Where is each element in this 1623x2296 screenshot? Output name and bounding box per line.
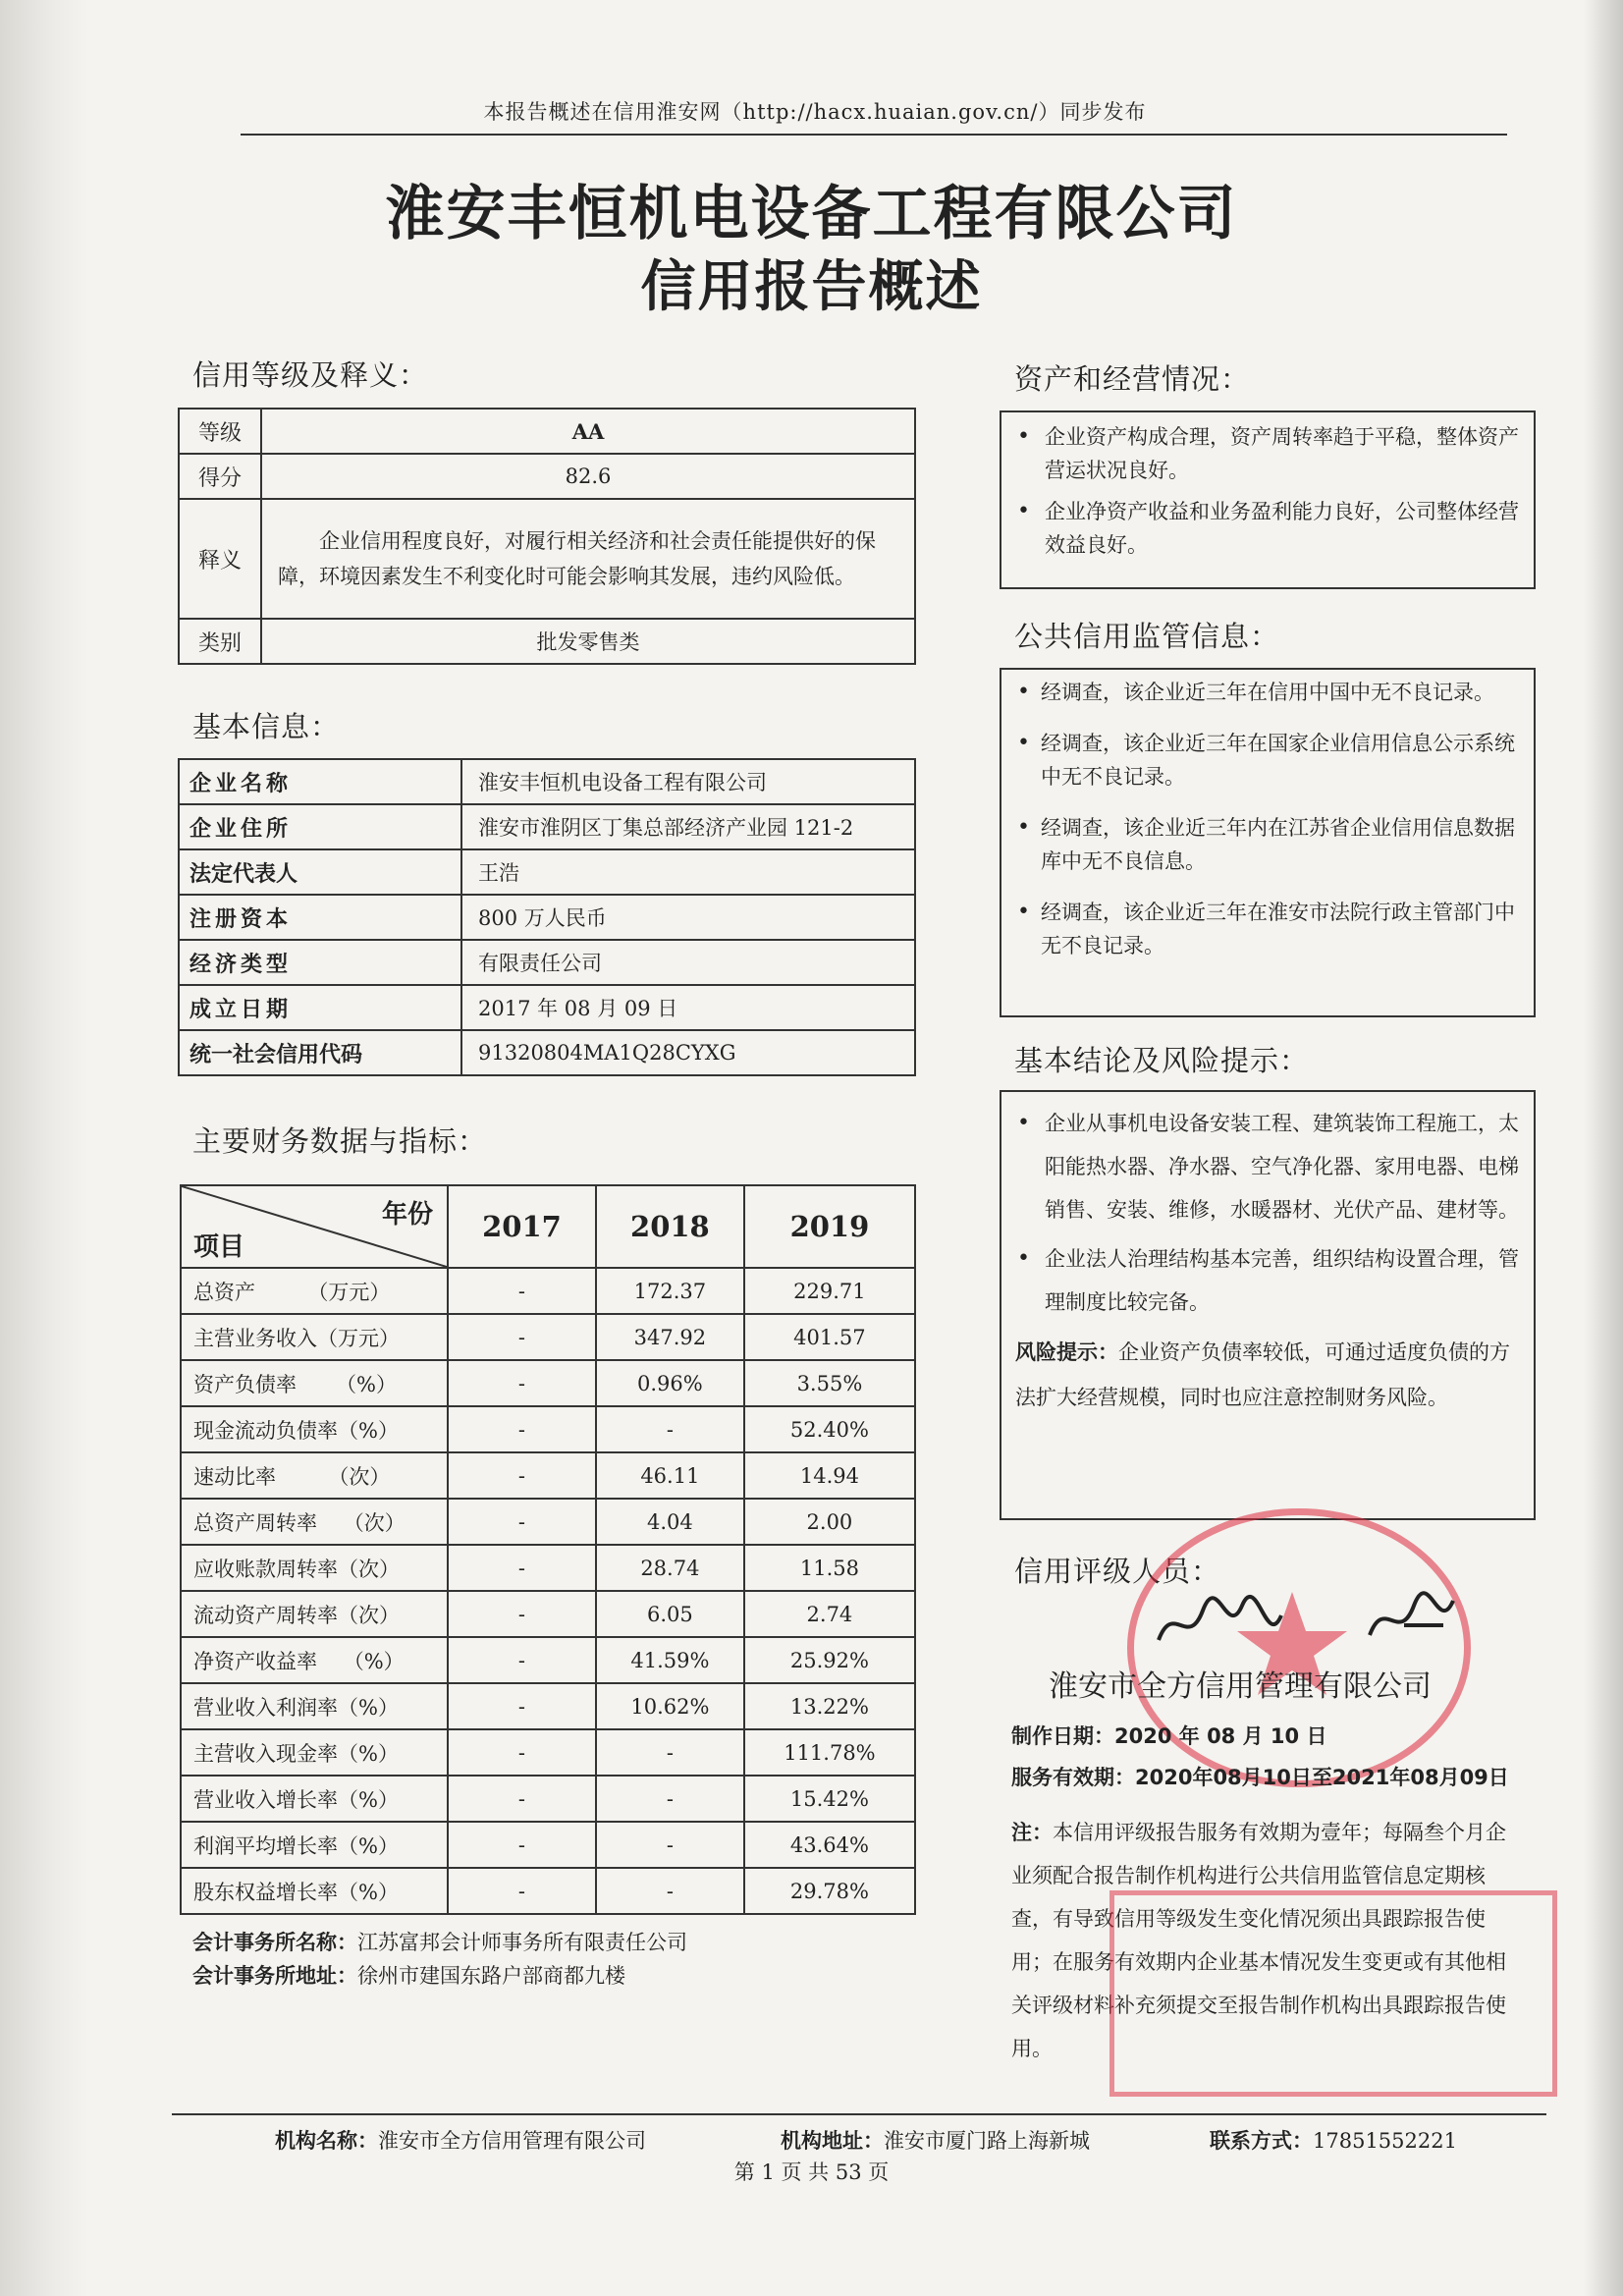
metric-label: 股东权益增长率（%）: [181, 1868, 448, 1914]
metric-label: 应收账款周转率（次）: [181, 1545, 448, 1591]
score-label: 得分: [179, 454, 261, 499]
metric-value-2018: -: [596, 1729, 744, 1776]
edge-shadow: [1584, 0, 1623, 2296]
metric-value-2019: 229.71: [744, 1268, 915, 1314]
rating-label: 等级: [179, 409, 261, 454]
metric-label: 净资产收益率 （%）: [181, 1637, 448, 1683]
footer-contact: [1210, 2125, 1457, 2155]
finance-table: [180, 1184, 916, 1915]
accounting-firm-name: [192, 1927, 687, 1956]
conclusion-box: [1000, 1090, 1536, 1520]
metric-value-2019: 14.94: [744, 1452, 915, 1499]
firm-name-label: 会计事务所名称：: [192, 1931, 357, 1954]
publication-note: 本报告概述在信用淮安网（http://hacx.huaian.gov.cn/）同步发布: [483, 100, 1147, 124]
metric-value-2018: 46.11: [596, 1452, 744, 1499]
conclusion-item: • 企业从事机电设备安装工程、建筑装饰工程施工，太阳能热水器、净水器、空气净化器、家用电器、电梯销售、安装、维修，水暖器材、光伏产品、建材等。: [1001, 1102, 1534, 1231]
metric-value-2019: 2.00: [744, 1499, 915, 1545]
risk-tip-text: 企业资产负债率较低，可通过适度负债的方法扩大经营规模，同时也应注意控制财务风险。: [1015, 1340, 1510, 1409]
table-row: [179, 499, 915, 619]
metric-value-2017: -: [448, 1591, 596, 1637]
metric-value-2019: 52.40%: [744, 1406, 915, 1452]
info-value: 有限责任公司: [461, 940, 915, 985]
table-row: [181, 1545, 915, 1591]
metric-value-2019: 3.55%: [744, 1360, 915, 1406]
footer-contact-value: 17851552221: [1313, 2129, 1457, 2153]
footer-org-label: 机构名称：: [275, 2129, 378, 2153]
metric-value-2017: -: [448, 1868, 596, 1914]
table-row: [181, 1499, 915, 1545]
rating-grade: AA: [261, 409, 915, 454]
note-text: 本信用评级报告服务有效期为壹年；每隔叁个月企业须配合报告制作机构进行公共信用监管信息定期核查，有导致信用等级发生变化情况须出具跟踪报告使用；在服务有效期内企业基本情况发生变更或有其他相关评级材料补充须提交至报告制作机构出具跟踪报告使用。: [1011, 1821, 1506, 2060]
metric-value-2017: -: [448, 1822, 596, 1868]
year-2018-header: 2018: [596, 1185, 744, 1268]
metric-value-2018: 0.96%: [596, 1360, 744, 1406]
metric-value-2018: 10.62%: [596, 1683, 744, 1729]
public-credit-item: • 经调查，该企业近三年在信用中国中无不良记录。: [1001, 676, 1534, 709]
accounting-firm-address: [192, 1960, 625, 1990]
metric-value-2019: 13.22%: [744, 1683, 915, 1729]
public-credit-item: • 经调查，该企业近三年内在江苏省企业信用信息数据库中无不良信息。: [1001, 811, 1534, 878]
risk-tip-label: 风险提示：: [1015, 1340, 1118, 1364]
basic-info-table: [178, 758, 916, 1076]
metric-value-2019: 11.58: [744, 1545, 915, 1591]
table-header-row: [181, 1185, 915, 1268]
diagonal-header-cell: [181, 1185, 448, 1268]
year-axis-label: 年份: [381, 1200, 433, 1230]
table-row: [181, 1822, 915, 1868]
metric-value-2019: 43.64%: [744, 1822, 915, 1868]
basic-info-heading: 基本信息：: [192, 710, 341, 743]
company-title: 淮安丰恒机电设备工程有限公司: [385, 180, 1238, 248]
definition-label: 释义: [179, 499, 261, 619]
rater-heading: 信用评级人员：: [1014, 1555, 1221, 1588]
table-row: [181, 1591, 915, 1637]
metric-label: 总资产 （万元）: [181, 1268, 448, 1314]
risk-tip: [1001, 1324, 1534, 1420]
metric-value-2018: 172.37: [596, 1268, 744, 1314]
metric-label: 总资产周转率 （次）: [181, 1499, 448, 1545]
metric-value-2017: -: [448, 1360, 596, 1406]
metric-value-2018: -: [596, 1406, 744, 1452]
footer-contact-label: 联系方式：: [1210, 2129, 1313, 2153]
table-row: [181, 1868, 915, 1914]
public-credit-heading: 公共信用监管信息：: [1014, 620, 1280, 653]
metric-label: 利润平均增长率（%）: [181, 1822, 448, 1868]
issue-date-value: 2020 年 08 月 10 日: [1114, 1724, 1327, 1748]
year-2019-header: 2019: [744, 1185, 915, 1268]
table-row: [181, 1452, 915, 1499]
footer-org: [275, 2125, 646, 2155]
table-row: [179, 409, 915, 454]
metric-value-2017: -: [448, 1452, 596, 1499]
info-label: 法定代表人: [179, 849, 461, 895]
info-label: 注册资本: [179, 895, 461, 940]
metric-value-2018: 6.05: [596, 1591, 744, 1637]
definition-value: 企业信用程度良好，对履行相关经济和社会责任能提供好的保障，环境因素发生不利变化时可能会影响其发展，违约风险低。: [261, 499, 915, 619]
table-row: [181, 1729, 915, 1776]
footer-address-value: 淮安市厦门路上海新城: [884, 2129, 1090, 2153]
metric-value-2019: 401.57: [744, 1314, 915, 1360]
assets-box: [1000, 410, 1536, 589]
table-row: [179, 985, 915, 1030]
footer-rule: [172, 2113, 1546, 2115]
metric-value-2017: -: [448, 1499, 596, 1545]
table-row: [181, 1406, 915, 1452]
header-rule: [241, 134, 1507, 136]
score-value: 82.6: [261, 454, 915, 499]
public-credit-item: • 经调查，该企业近三年在淮安市法院行政主管部门中无不良记录。: [1001, 896, 1534, 962]
metric-value-2017: -: [448, 1314, 596, 1360]
public-credit-item: • 经调查，该企业近三年在国家企业信用信息公示系统中无不良记录。: [1001, 727, 1534, 793]
category-value: 批发零售类: [261, 619, 915, 664]
report-title: 信用报告概述: [640, 255, 983, 319]
metric-value-2017: -: [448, 1729, 596, 1776]
table-row: [181, 1683, 915, 1729]
metric-value-2017: -: [448, 1268, 596, 1314]
rating-agency-name: 淮安市全方信用管理有限公司: [1049, 1669, 1432, 1704]
table-row: [181, 1637, 915, 1683]
assets-heading: 资产和经营情况：: [1014, 362, 1251, 396]
metric-value-2017: -: [448, 1545, 596, 1591]
info-label: 成立日期: [179, 985, 461, 1030]
conclusion-heading: 基本结论及风险提示：: [1014, 1044, 1310, 1077]
metric-value-2019: 29.78%: [744, 1868, 915, 1914]
issue-date: [1011, 1721, 1326, 1750]
metric-value-2018: -: [596, 1776, 744, 1822]
rectangular-seal-stamp: [1109, 1890, 1557, 2097]
metric-value-2019: 25.92%: [744, 1637, 915, 1683]
metric-label: 营业收入利润率（%）: [181, 1683, 448, 1729]
metric-value-2017: -: [448, 1683, 596, 1729]
rating-heading: 信用等级及释义：: [192, 358, 429, 392]
table-row: [179, 804, 915, 849]
table-row: [181, 1268, 915, 1314]
metric-value-2018: 28.74: [596, 1545, 744, 1591]
metric-value-2017: -: [448, 1406, 596, 1452]
footer-address: [781, 2125, 1090, 2155]
footer-address-label: 机构地址：: [781, 2129, 884, 2153]
item-axis-label: 项目: [193, 1232, 245, 1262]
info-value: 王浩: [461, 849, 915, 895]
info-label: 企业名称: [179, 759, 461, 804]
metric-value-2018: 4.04: [596, 1499, 744, 1545]
signature-image: [1149, 1581, 1483, 1669]
metric-label: 流动资产周转率（次）: [181, 1591, 448, 1637]
metric-label: 速动比率 （次）: [181, 1452, 448, 1499]
footer-org-name: 淮安市全方信用管理有限公司: [378, 2129, 646, 2153]
table-row: [181, 1314, 915, 1360]
metric-value-2018: -: [596, 1868, 744, 1914]
metric-value-2018: 347.92: [596, 1314, 744, 1360]
info-value: 800 万人民币: [461, 895, 915, 940]
table-row: [179, 619, 915, 664]
note-label: 注：: [1011, 1821, 1053, 1844]
table-row: [179, 759, 915, 804]
info-label: 统一社会信用代码: [179, 1030, 461, 1075]
validity-value: 2020年08月10日至2021年08月09日: [1135, 1766, 1509, 1789]
metric-value-2017: -: [448, 1776, 596, 1822]
issue-date-label: 制作日期：: [1011, 1724, 1114, 1748]
assets-item: • 企业净资产收益和业务盈利能力良好，公司整体经营效益良好。: [1001, 495, 1534, 562]
year-2017-header: 2017: [448, 1185, 596, 1268]
firm-name: 江苏富邦会计师事务所有限责任公司: [357, 1931, 687, 1954]
validity-label: 服务有效期：: [1011, 1766, 1135, 1789]
public-credit-box: [1000, 668, 1536, 1017]
table-row: [179, 940, 915, 985]
table-row: [179, 1030, 915, 1075]
metric-value-2019: 2.74: [744, 1591, 915, 1637]
metric-label: 现金流动负债率（%）: [181, 1406, 448, 1452]
finance-heading: 主要财务数据与指标：: [192, 1124, 488, 1158]
page-number: 第 1 页 共 53 页: [733, 2160, 890, 2184]
metric-value-2017: -: [448, 1637, 596, 1683]
metric-value-2019: 111.78%: [744, 1729, 915, 1776]
table-row: [179, 895, 915, 940]
metric-value-2018: 41.59%: [596, 1637, 744, 1683]
metric-value-2019: 15.42%: [744, 1776, 915, 1822]
firm-address: 徐州市建国东路户部商都九楼: [357, 1964, 625, 1988]
binding-shadow: [0, 0, 88, 2296]
validity-period: [1011, 1762, 1509, 1791]
info-label: 经济类型: [179, 940, 461, 985]
info-value: 91320804MA1Q28CYXG: [461, 1030, 915, 1075]
table-row: [179, 849, 915, 895]
table-row: [179, 454, 915, 499]
metric-label: 主营收入现金率（%）: [181, 1729, 448, 1776]
metric-value-2018: -: [596, 1822, 744, 1868]
info-value: 淮安市淮阴区丁集总部经济产业园 121-2: [461, 804, 915, 849]
metric-label: 主营业务收入（万元）: [181, 1314, 448, 1360]
metric-label: 营业收入增长率（%）: [181, 1776, 448, 1822]
info-value: 淮安丰恒机电设备工程有限公司: [461, 759, 915, 804]
conclusion-item: • 企业法人治理结构基本完善，组织结构设置合理，管理制度比较完备。: [1001, 1237, 1534, 1324]
rating-table: [178, 408, 916, 665]
table-row: [181, 1776, 915, 1822]
info-label: 企业住所: [179, 804, 461, 849]
assets-item: • 企业资产构成合理，资产周转率趋于平稳，整体资产营运状况良好。: [1001, 420, 1534, 487]
table-row: [181, 1360, 915, 1406]
metric-label: 资产负债率 （%）: [181, 1360, 448, 1406]
info-value: 2017 年 08 月 09 日: [461, 985, 915, 1030]
category-label: 类别: [179, 619, 261, 664]
firm-address-label: 会计事务所地址：: [192, 1964, 357, 1988]
